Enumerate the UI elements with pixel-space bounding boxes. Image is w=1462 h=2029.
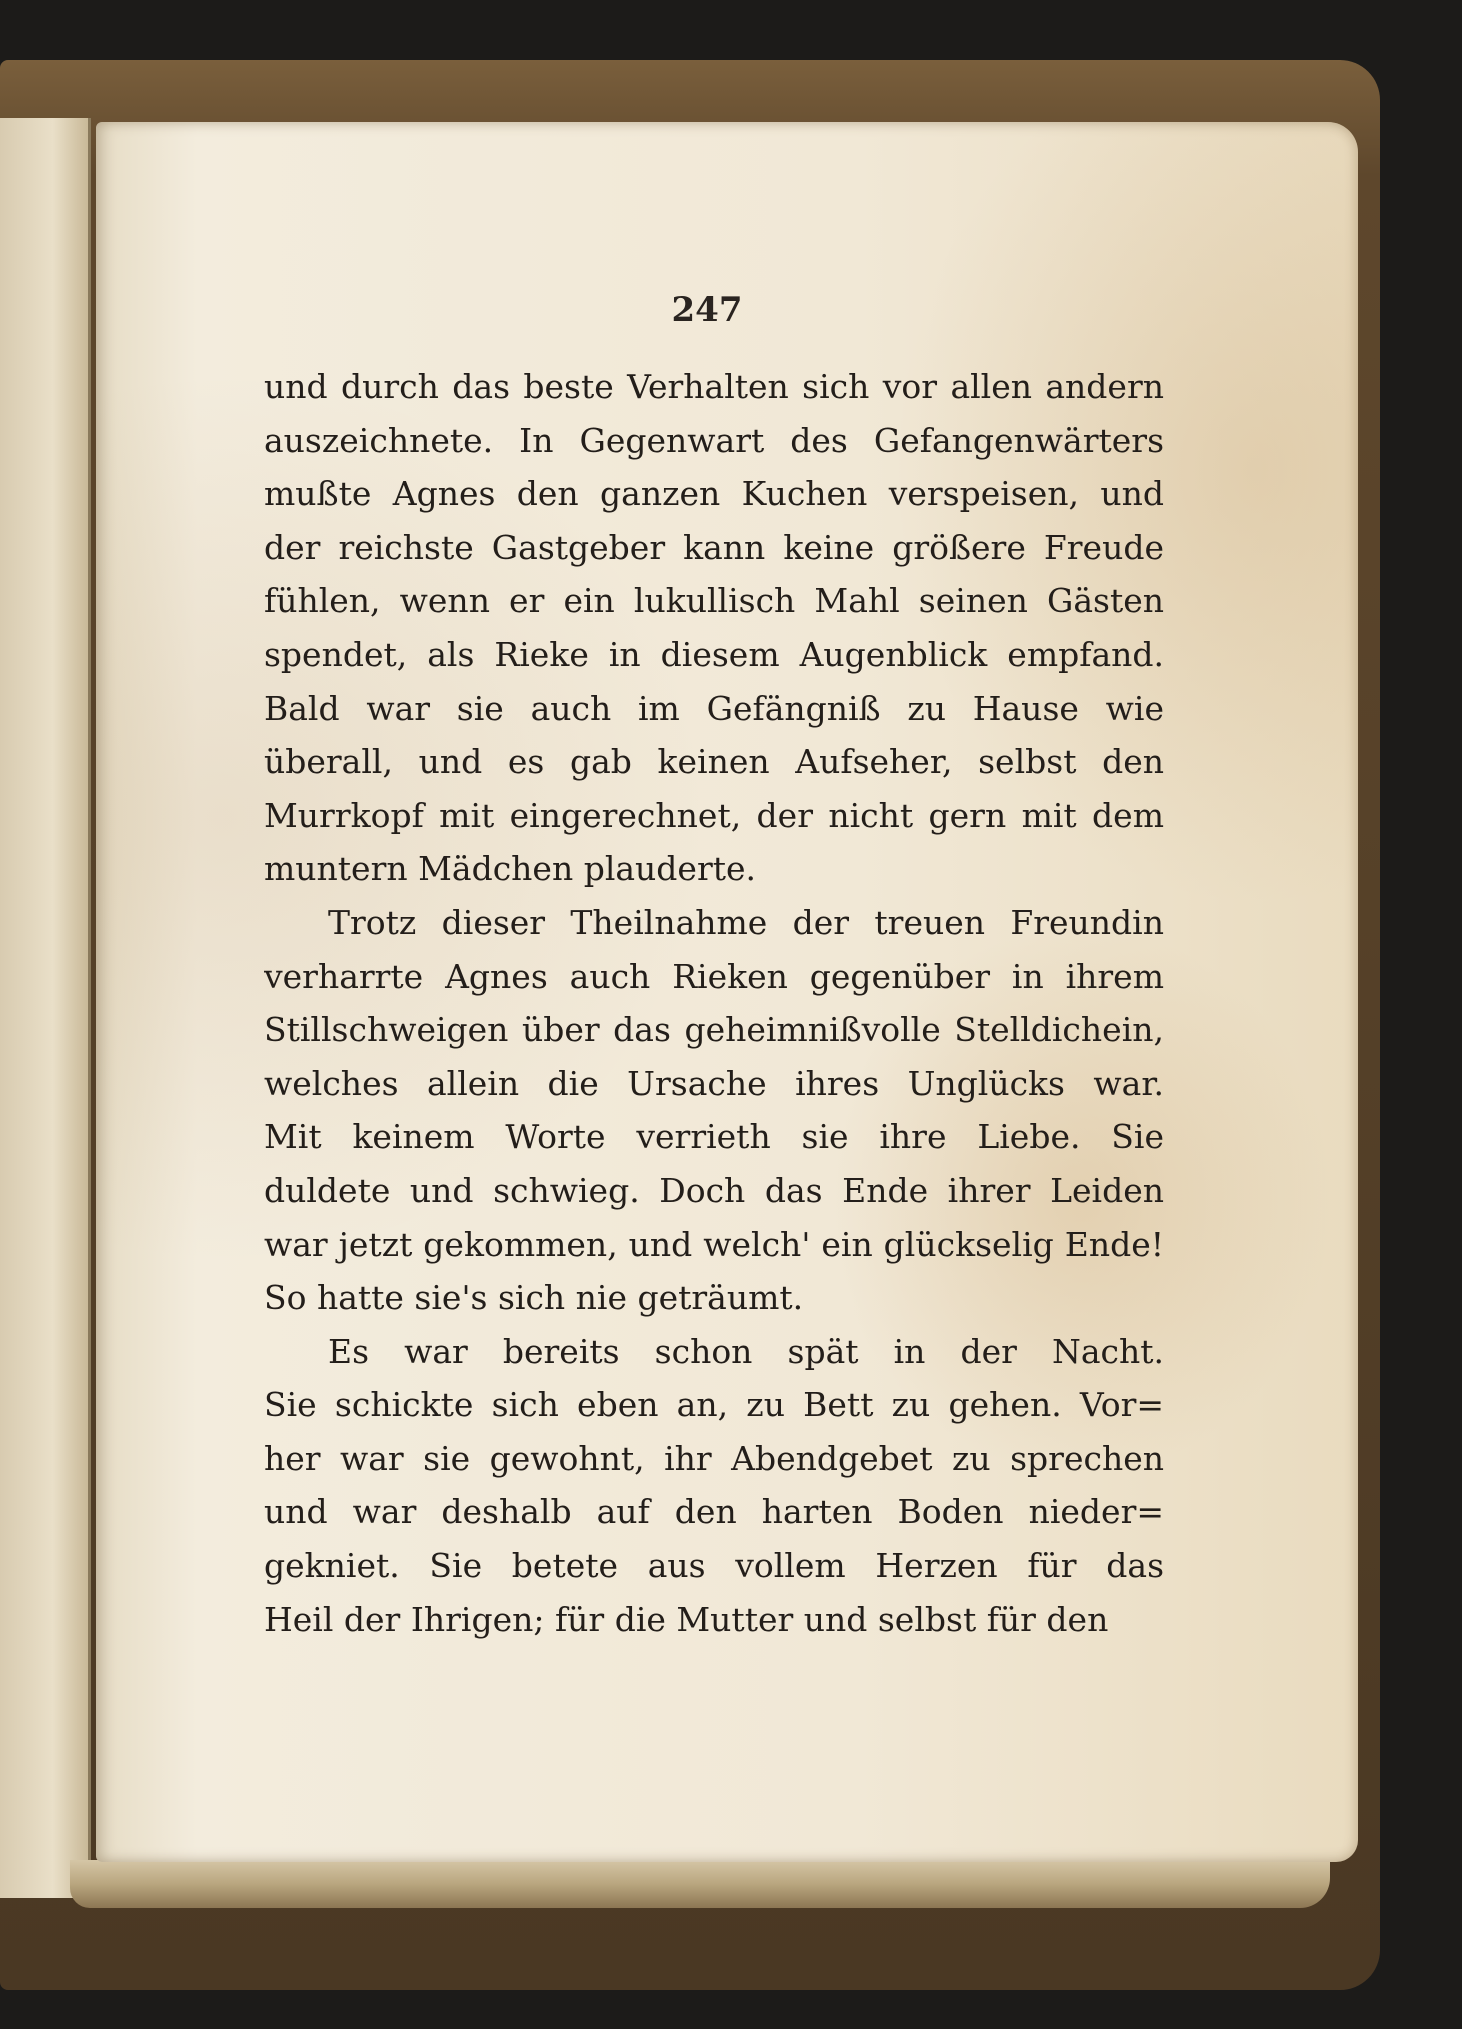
text-line: spendet, als Rieke in diesem Augenblick empfand. [264, 634, 1164, 674]
text-line: Mit keinem Worte verrieth sie ihre Liebe. Sie [264, 1117, 1164, 1157]
text-line: Sie schickte sich eben an, zu Bett zu gehen. Vor= [264, 1385, 1164, 1425]
text-line: Stillschweigen über das geheimnißvolle Stelldichein, [264, 1010, 1164, 1050]
text-line: duldete und schwieg. Doch das Ende ihrer Leiden [264, 1170, 1164, 1210]
text-line: und durch das beste Verhalten sich vor allen andern [264, 367, 1164, 406]
page-number: 247 [671, 290, 743, 330]
text-line: So hatte sie's sich nie geträumt. [264, 1278, 804, 1318]
text-line: mußte Agnes den ganzen Kuchen verspeisen, und [264, 474, 1164, 514]
paragraph [264, 360, 1164, 896]
text-line: muntern Mädchen plauderte. [264, 849, 757, 889]
page-text [264, 360, 1164, 1646]
text-line: welches allein die Ursache ihres Unglücks war. [264, 1063, 1164, 1103]
page-edge-stack [70, 1860, 1330, 1908]
text-line: und war deshalb auf den harten Boden nieder= [264, 1492, 1164, 1532]
text-line: Bald war sie auch im Gefängniß zu Hause wie [264, 688, 1164, 728]
text-line: Es war bereits schon spät in der Nacht. [328, 1331, 1164, 1371]
text-line: überall, und es gab keinen Aufseher, selbst den [264, 742, 1164, 782]
text-line: auszeichnete. In Gegenwart des Gefangenwärters [264, 420, 1164, 460]
text-line: Trotz dieser Theilnahme der treuen Freundin [328, 902, 1164, 942]
text-line: der reichste Gastgeber kann keine größere Freude [264, 527, 1164, 567]
text-line: war jetzt gekommen, und welch' ein glückselig Ende! [264, 1224, 1164, 1264]
text-line: Murrkopf mit eingerechnet, der nicht gern mit dem [264, 795, 1164, 835]
paragraph [264, 1325, 1164, 1647]
text-line: fühlen, wenn er ein lukullisch Mahl seinen Gästen [264, 581, 1164, 621]
text-line: her war sie gewohnt, ihr Abendgebet zu sprechen [264, 1438, 1164, 1478]
text-line: verharrte Agnes auch Rieken gegenüber in ihrem [264, 956, 1164, 996]
left-page-edge [0, 118, 91, 1898]
paragraph [264, 896, 1164, 1325]
book-page [96, 122, 1358, 1862]
text-line: gekniet. Sie betete aus vollem Herzen für das [264, 1546, 1164, 1586]
text-line: Heil der Ihrigen; für die Mutter und selbst für den [264, 1599, 1109, 1639]
